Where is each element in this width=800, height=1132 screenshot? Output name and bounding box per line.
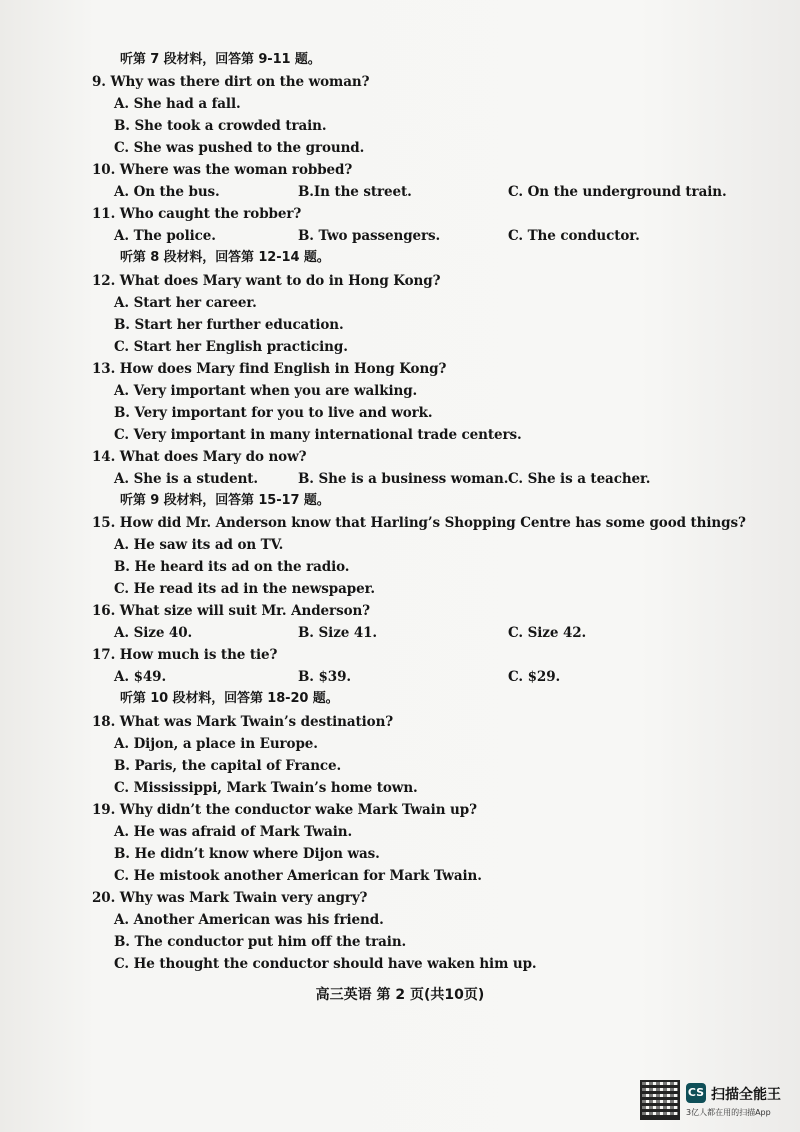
answer-option: B. She is a business woman. — [298, 471, 509, 487]
scanner-tagline: 3亿人都在用的扫描App — [686, 1108, 771, 1117]
answer-option: B. Very important for you to live and work. — [114, 405, 433, 421]
section-heading: 听第 9 段材料，回答第 15-17 题。 — [120, 493, 330, 508]
section-heading: 听第 10 段材料，回答第 18-20 题。 — [120, 691, 339, 706]
answer-option: A. On the bus. — [114, 184, 220, 200]
answer-option: B. $39. — [298, 669, 351, 685]
question-text: 12. What does Mary want to do in Hong Kong? — [92, 273, 441, 289]
answer-option: A. The police. — [114, 228, 216, 244]
answer-option: A. He was afraid of Mark Twain. — [114, 824, 353, 840]
question-text: 13. How does Mary find English in Hong Kong? — [92, 361, 447, 377]
answer-option: C. The conductor. — [508, 228, 640, 244]
answer-option: B. Paris, the capital of France. — [114, 758, 342, 774]
answer-option: B. Two passengers. — [298, 228, 441, 244]
answer-option: A. Size 40. — [114, 625, 193, 641]
scanner-brand: 扫描全能王 — [711, 1087, 781, 1103]
answer-option: B. He didn’t know where Dijon was. — [114, 846, 380, 862]
answer-option: A. Start her career. — [114, 295, 257, 311]
answer-option: B. She took a crowded train. — [114, 118, 327, 134]
answer-option: C. On the underground train. — [508, 184, 727, 200]
question-text: 19. Why didn’t the conductor wake Mark Twain up? — [92, 802, 477, 818]
answer-option: C. She is a teacher. — [508, 471, 651, 487]
answer-option: B. Size 41. — [298, 625, 378, 641]
answer-option: A. She is a student. — [114, 471, 259, 487]
answer-option: C. He mistook another American for Mark Twain. — [114, 868, 482, 884]
answer-option: C. He thought the conductor should have waken him up. — [114, 956, 537, 972]
answer-option: C. Size 42. — [508, 625, 587, 641]
answer-option: B. Start her further education. — [114, 317, 344, 333]
answer-option: C. Start her English practicing. — [114, 339, 348, 355]
question-text: 17. How much is the tie? — [92, 647, 278, 663]
answer-option: C. He read its ad in the newspaper. — [114, 581, 375, 597]
answer-option: B. He heard its ad on the radio. — [114, 559, 350, 575]
answer-option: C. Mississippi, Mark Twain’s home town. — [114, 780, 418, 796]
qr-code — [640, 1080, 680, 1120]
section-heading: 听第 8 段材料，回答第 12-14 题。 — [120, 250, 330, 265]
answer-option: C. Very important in many international trade centers. — [114, 427, 522, 443]
question-text: 18. What was Mark Twain’s destination? — [92, 714, 394, 730]
question-text: 14. What does Mary do now? — [92, 449, 307, 465]
answer-option: A. She had a fall. — [114, 96, 241, 112]
answer-option: A. He saw its ad on TV. — [114, 537, 284, 553]
page-footer: 高三英语 第 2 页(共10页) — [315, 987, 485, 1003]
question-text: 11. Who caught the robber? — [92, 206, 302, 222]
camscanner-logo-icon: CS — [686, 1083, 706, 1103]
answer-option: A. Another American was his friend. — [114, 912, 384, 928]
answer-option: B.In the street. — [298, 184, 412, 200]
answer-option: C. $29. — [508, 669, 561, 685]
question-text: 15. How did Mr. Anderson know that Harling’s Shopping Centre has some good things? — [92, 515, 746, 531]
answer-option: A. $49. — [114, 669, 167, 685]
question-text: 10. Where was the woman robbed? — [92, 162, 353, 178]
section-heading: 听第 7 段材料，回答第 9-11 题。 — [120, 52, 321, 67]
answer-option: A. Very important when you are walking. — [114, 383, 418, 399]
question-text: 9. Why was there dirt on the woman? — [92, 74, 370, 90]
answer-option: C. She was pushed to the ground. — [114, 140, 365, 156]
answer-option: B. The conductor put him off the train. — [114, 934, 407, 950]
question-text: 20. Why was Mark Twain very angry? — [92, 890, 368, 906]
answer-option: A. Dijon, a place in Europe. — [114, 736, 318, 752]
question-text: 16. What size will suit Mr. Anderson? — [92, 603, 370, 619]
